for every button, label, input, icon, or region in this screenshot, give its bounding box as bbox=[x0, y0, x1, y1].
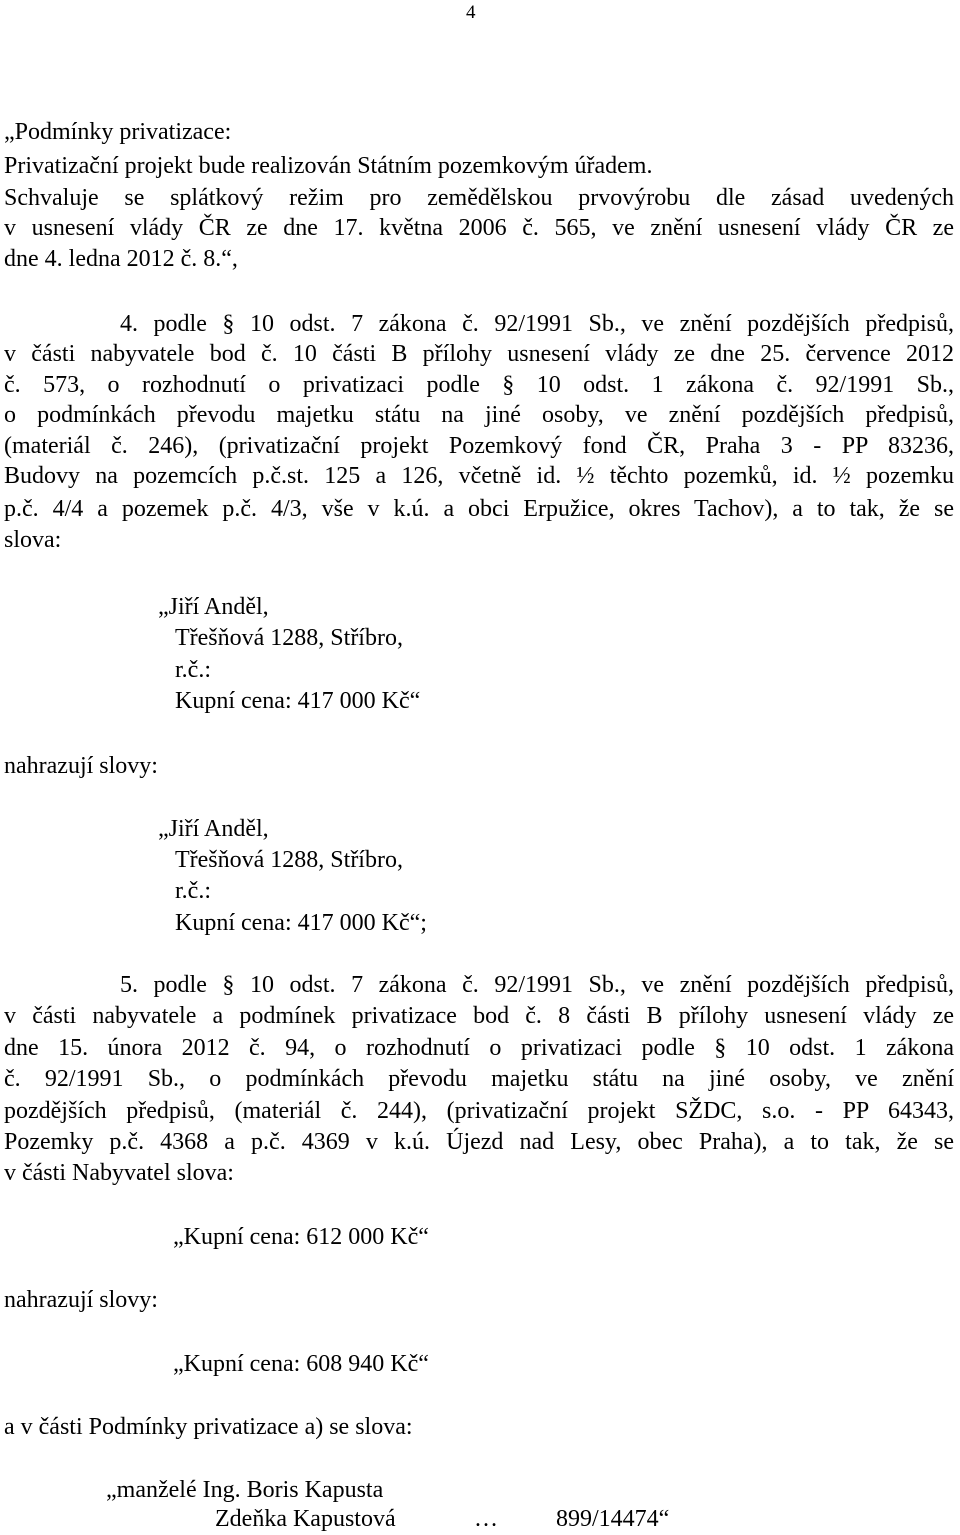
item5-quote3-dots: … bbox=[474, 1506, 498, 1532]
item4-replaced-by: nahrazují slovy: bbox=[4, 753, 158, 779]
item4-quote1-price: Kupní cena: 417 000 Kč“ bbox=[175, 688, 421, 714]
item5-line-6: Pozemky p.č. 4368 a p.č. 4369 v k.ú. Újezd nad Lesy, obec Praha), a to tak, že se bbox=[4, 1129, 954, 1155]
item4-quote1-name: „Jiří Anděl, bbox=[158, 594, 269, 620]
intro-line-2: Privatizační projekt bude realizován Státním pozemkovým úřadem. bbox=[4, 153, 653, 179]
item4-line-4: o podmínkách převodu majetku státu na jiné osoby, ve znění pozdějších předpisů, bbox=[4, 402, 954, 428]
item4-line-3: č. 573, o rozhodnutí o privatizaci podle § 10 odst. 1 zákona č. 92/1991 Sb., bbox=[4, 372, 954, 398]
item5-replaced-by: nahrazují slovy: bbox=[4, 1287, 158, 1313]
page-number: 4 bbox=[466, 2, 476, 23]
item4-line-8: slova: bbox=[4, 527, 62, 553]
item4-quote1-rc: r.č.: bbox=[175, 657, 211, 683]
item5-quote3-line-1: „manželé Ing. Boris Kapusta bbox=[106, 1477, 384, 1503]
item4-line-2: v části nabyvatele bod č. 10 části B přílohy usnesení vlády ze dne 25. července 2012 bbox=[4, 341, 954, 367]
item5-line-7: v části Nabyvatel slova: bbox=[4, 1160, 234, 1186]
item4-line-1: 4. podle § 10 odst. 7 zákona č. 92/1991 Sb., ve znění pozdějších předpisů, bbox=[120, 311, 954, 337]
item5-quote2: „Kupní cena: 608 940 Kč“ bbox=[173, 1351, 429, 1377]
item4-line-6: Budovy na pozemcích p.č.st. 125 a 126, včetně id. ½ těchto pozemků, id. ½ pozemku bbox=[4, 463, 954, 489]
item5-line-8: a v části Podmínky privatizace a) se slova: bbox=[4, 1414, 413, 1440]
item5-line-3: dne 15. února 2012 č. 94, o rozhodnutí o privatizaci podle § 10 odst. 1 zákona bbox=[4, 1035, 954, 1061]
item4-line-7: p.č. 4/4 a pozemek p.č. 4/3, vše v k.ú. a obci Erpužice, okres Tachov), a to tak, že se bbox=[4, 496, 954, 522]
item5-quote3-share: 899/14474“ bbox=[556, 1506, 670, 1532]
item5-quote1: „Kupní cena: 612 000 Kč“ bbox=[173, 1224, 429, 1250]
item4-quote2-name: „Jiří Anděl, bbox=[158, 816, 269, 842]
intro-line-5: dne 4. ledna 2012 č. 8.“, bbox=[4, 246, 238, 272]
item5-line-1: 5. podle § 10 odst. 7 zákona č. 92/1991 Sb., ve znění pozdějších předpisů, bbox=[120, 972, 954, 998]
item4-quote1-address: Třešňová 1288, Stříbro, bbox=[175, 625, 403, 651]
item4-quote2-address: Třešňová 1288, Stříbro, bbox=[175, 847, 403, 873]
item4-line-5: (materiál č. 246), (privatizační projekt Pozemkový fond ČR, Praha 3 - PP 83236, bbox=[4, 433, 954, 459]
item5-quote3-name: Zdeňka Kapustová bbox=[215, 1506, 396, 1532]
item4-quote2-rc: r.č.: bbox=[175, 878, 211, 904]
item5-line-5: pozdějších předpisů, (materiál č. 244), (privatizační projekt SŽDC, s.o. - PP 64343, bbox=[4, 1098, 954, 1124]
item5-line-4: č. 92/1991 Sb., o podmínkách převodu majetku státu na jiné osoby, ve znění bbox=[4, 1066, 954, 1092]
intro-line-4: v usnesení vlády ČR ze dne 17. května 2006 č. 565, ve znění usnesení vlády ČR ze bbox=[4, 215, 954, 241]
intro-line-1: „Podmínky privatizace: bbox=[4, 119, 232, 145]
item4-quote2-price: Kupní cena: 417 000 Kč“; bbox=[175, 910, 427, 936]
item5-line-2: v části nabyvatele a podmínek privatizace bod č. 8 části B přílohy usnesení vlády ze bbox=[4, 1003, 954, 1029]
intro-line-3: Schvaluje se splátkový režim pro zemědělskou prvovýrobu dle zásad uvedených bbox=[4, 185, 954, 211]
